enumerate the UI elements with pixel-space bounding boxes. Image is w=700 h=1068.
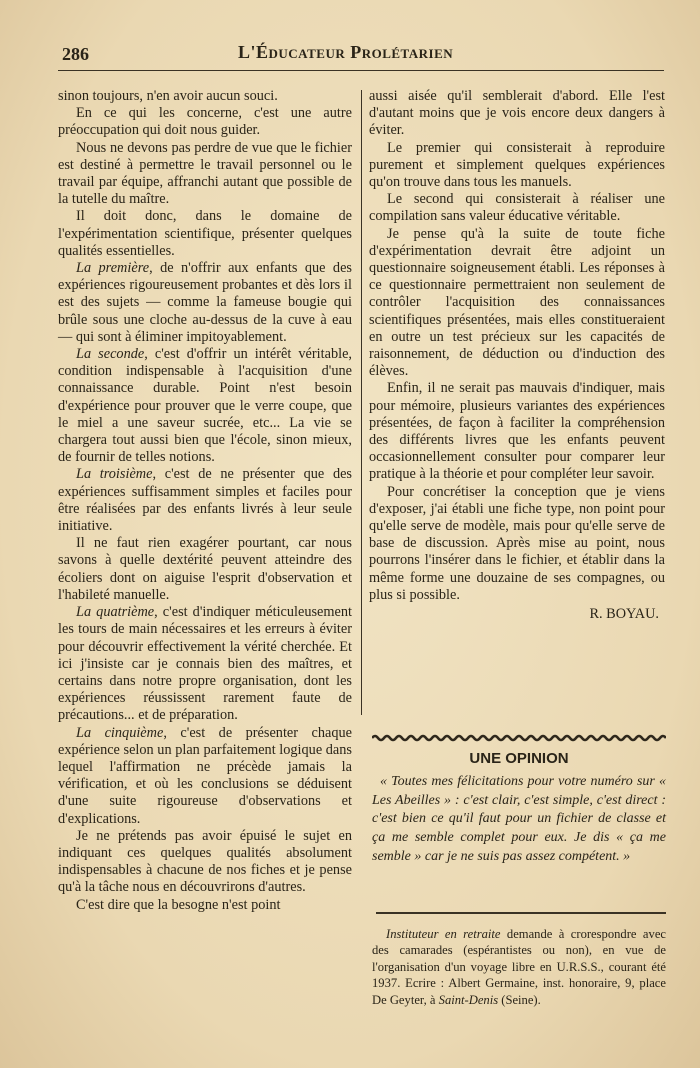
opinion-title: UNE OPINION — [469, 750, 569, 767]
paragraph — [369, 88, 665, 140]
italic-text: La quatrième — [76, 604, 155, 621]
text-run: Je pense qu'à la suite de toute fiche d'expérimentation devrait être adjoint un questionnaire soigneusement établi. Les réponses à ce questionnaire permettraient non seulement de contrôler l'acquisition des connaissances scientifiques présentées, mais elles constitueraient en outre un test précieux sur les capacités de raisonnement, de déduction ou d'induction des élèves. — [369, 225, 665, 380]
text-run: , c'est de présenter chaque expérience selon un plan parfaitement logique dans lequel l'affirmation ne précède jamais la vérification, et où les conclusions se déduisent d'une suite rigoureuse d'observations et d'explications. — [58, 724, 352, 827]
text-run: Il doit donc, dans le domaine de l'expérimentation scientifique, présenter quelques qualités essentielles. — [58, 208, 352, 259]
journal-title: L'Éducateur Prolétarien — [238, 42, 454, 62]
left-column — [58, 88, 352, 914]
paragraph — [58, 897, 352, 914]
text-run: Il ne faut rien exagérer pourtant, car nous savons à quelle dextérité peuvent atteindre des écoliers dont on aiguise l'esprit d'observation et l'habileté manuelle. — [58, 535, 352, 603]
paragraph — [58, 105, 352, 139]
text-run: aussi aisée qu'il semblerait d'abord. Elle l'est d'autant moins que je vois encore deux dangers à éviter. — [369, 88, 665, 139]
italic-text: La seconde — [76, 346, 145, 363]
paragraph — [369, 140, 665, 192]
right-column — [369, 88, 665, 623]
text-run: , c'est de ne présenter que des expériences suffisamment simples et faciles pour être réalisées par des enfants livrés à leur seule initiative. — [58, 466, 353, 535]
text-run: sinon toujours, n'en avoir aucun souci. — [58, 88, 278, 104]
italic-text: La troisième — [76, 466, 153, 483]
paragraph — [58, 208, 352, 260]
paragraph — [369, 191, 665, 225]
text-run: Enfin, il ne serait pas mauvais d'indiquer, mais pour mémoire, plusieurs variantes des expériences présentées, de façon à faciliter la compréhension des différents livres que les enfants peuvent occasionnellement consulter pour comparer leur pratique à la théorie et pour compléter leur savoir. — [369, 380, 665, 483]
paragraph — [58, 346, 352, 466]
italic-text: La première — [76, 260, 150, 277]
text-run: Pour concrétiser la conception que je viens d'exposer, j'ai établi une fiche type, non point pour qu'elle serve de modèle, mais pour qu'elle serve de base de discussion. Après mise au point, nous pourrons l'insérer dans le fichier, et établir dans la même forme une douzaine de ses compagnes, ou plus si possible. — [369, 483, 665, 603]
notice-text — [372, 926, 666, 1008]
column-divider — [361, 90, 362, 715]
text-run: , de n'offrir aux enfants que des expériences rigoureusement probantes et dès lors il est des sujets — comme la fameuse bougie qui brûle sous une cloche au-dessus de la cuve à eau — qui sont à éliminer impitoyablement. — [58, 260, 352, 345]
italic-text: Saint-Denis — [438, 992, 499, 1007]
opinion-quote: « Toutes mes félicitations pour votre numéro sur « Les Abeilles » : c'est clair, c'est simple, c'est direct : c'est bien ce qu'il faut pour un fichier de classe et ça me semble complet pour eux. Je dis « ça me semble » car je ne suis pas assez compétent. » — [372, 774, 666, 864]
text-run: , c'est d'indiquer méticuleusement les tours de main nécessaires et les erreurs à éviter pour découvrir effectivement la vérité cherchée. Et ici j'insiste car je connais bien des maîtres, et certains dans notre propre organisation, dont les expériences réussissent rarement faute de précautions... et de préparation. — [58, 604, 352, 724]
paragraph — [58, 535, 352, 604]
paragraph — [58, 725, 352, 828]
page-header — [58, 40, 664, 71]
author-signature: R. BOYAU. — [589, 606, 659, 623]
text-run: Le second qui consisterait à réaliser une compilation sans valeur éducative véritable. — [369, 191, 665, 225]
paragraph — [369, 484, 665, 604]
wavy-rule — [372, 733, 666, 743]
page-number: 286 — [62, 44, 89, 64]
text-run: demande à crorespondre avec des camarades (espérantistes ou non), en vue de l'organisation d'un voyage libre en U.R.S.S., courant été 1937. Ecrire : Albert Germaine, inst. honoraire, 9, place De Geyter, à — [372, 927, 666, 1007]
notice-rule — [376, 912, 666, 914]
text-run: , c'est d'offrir un intérêt véritable, condition indispensable à l'acquisition d'une connaissance durable. Point n'est besoin d'expérience pour prouver que le verre coupe, que le miel a une saveur sucrée, etc... La vie se chargera tout aussi bien que l'école, sinon mieux, de fournir de telles notions. — [58, 346, 352, 466]
paragraph — [369, 226, 665, 381]
italic-text: La cinquième — [76, 724, 164, 741]
text-run: (Seine). — [498, 992, 541, 1007]
paragraph — [58, 140, 352, 209]
paragraph — [58, 604, 352, 724]
italic-text: Instituteur en retraite — [386, 927, 501, 941]
text-run: Je ne prétends pas avoir épuisé le sujet en indiquant ces quelques qualités absolument indispensables à chacune de nos fiches et je pense qu'à la tâche nous en découvrirons d'autres. — [58, 827, 352, 896]
paragraph — [58, 88, 352, 105]
text-run: Le premier qui consisterait à reproduire purement et simplement quelques expériences qu'on trouve dans tous les manuels. — [369, 139, 665, 191]
text-run: C'est dire que la besogne n'est point — [76, 896, 281, 913]
text-run: Nous ne devons pas perdre de vue que le fichier est destiné à permettre le travail personnel ou le travail par équipe, affranchi autant que possible de la tutelle du maître. — [58, 139, 352, 208]
paragraph — [58, 260, 352, 346]
paragraph — [369, 380, 665, 483]
text-run: En ce qui les concerne, c'est une autre préoccupation qui doit nous guider. — [58, 105, 352, 139]
paragraph — [58, 466, 352, 535]
paragraph — [58, 828, 352, 897]
